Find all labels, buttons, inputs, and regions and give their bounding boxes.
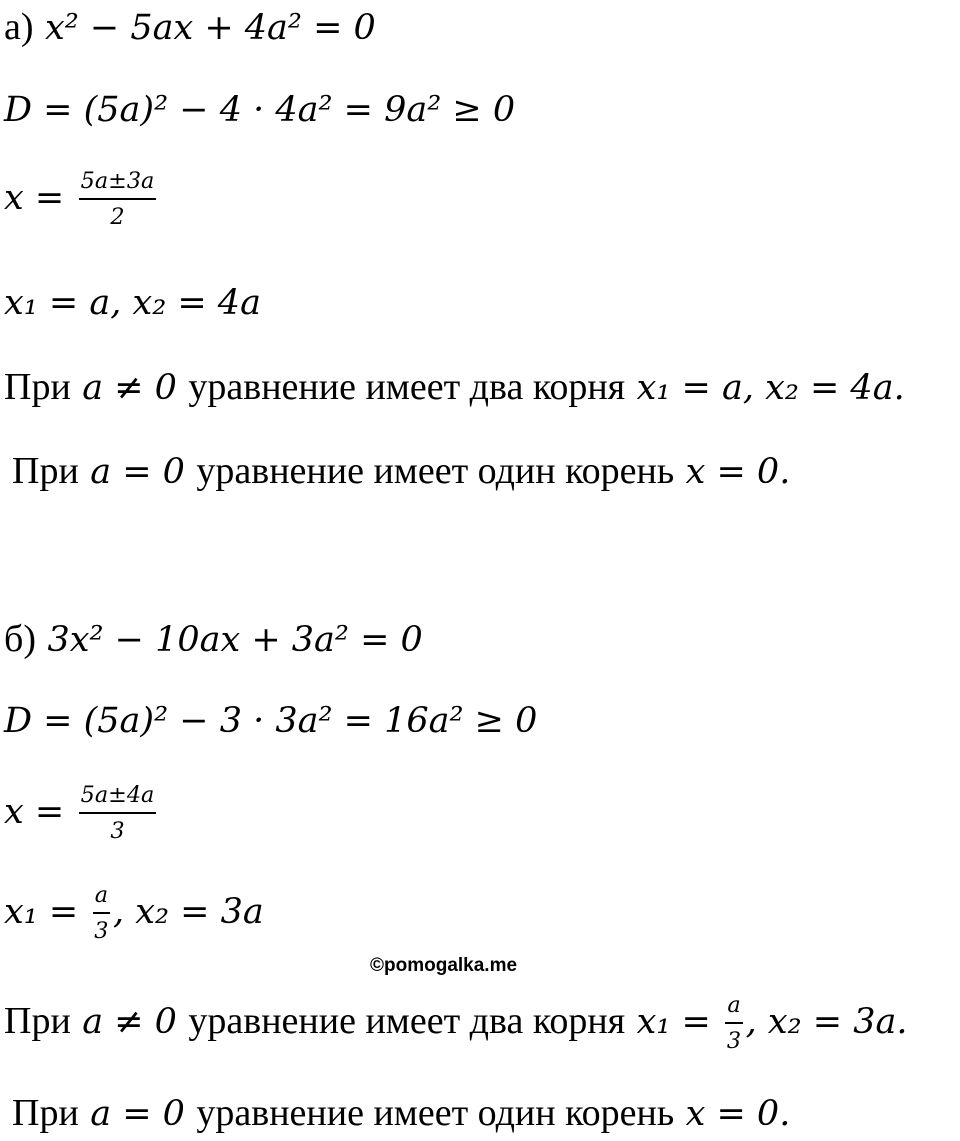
part-b-roots-x1-fraction (93, 882, 110, 946)
part-b-zero-text: уравнение имеет один корень (196, 1092, 675, 1134)
part-b-nonzero-prefix: При (4, 999, 71, 1042)
part-a-discriminant: D = (5a)² − 4 · 4a² = 9a² ≥ 0 (4, 90, 516, 130)
part-a-roots-line (4, 285, 261, 321)
part-a-nonzero-result: x₁ = a, x₂ = 4a. (636, 368, 905, 408)
part-b-conclusion-zero (12, 1094, 790, 1132)
part-a-equation: x² − 5ax + 4a² = 0 (44, 8, 376, 48)
part-a-conclusion-nonzero (4, 368, 905, 406)
part-b-equation-line (4, 620, 423, 658)
part-b-nonzero-x1-denominator: 3 (726, 1027, 742, 1054)
part-b-roots-x2: , x₂ = 3a (113, 891, 264, 932)
part-a-roots: x₁ = a, x₂ = 4a (4, 283, 261, 323)
part-b-nonzero-x1-numerator: a (725, 992, 742, 1024)
part-b-roots-x1-lhs: x₁ = (4, 891, 79, 932)
part-b-conclusion-nonzero (4, 992, 907, 1056)
part-b-roots-formula-lhs: x = (4, 791, 65, 832)
part-a-nonzero-text: уравнение имеет два корня (188, 366, 626, 408)
part-a-discriminant-line (4, 92, 515, 128)
part-b-nonzero-x2: , x₂ = 3a. (745, 1001, 908, 1042)
part-a-zero-prefix: При (12, 450, 79, 492)
part-a-roots-formula-lhs: x = (4, 177, 65, 218)
part-a-roots-numerator: 5a±3a (79, 168, 157, 200)
watermark: ©pomogalka.me (370, 955, 518, 976)
part-a-nonzero-prefix: При (4, 366, 71, 408)
part-b-roots-x1-denominator: 3 (94, 917, 109, 944)
part-a-roots-denominator: 2 (110, 203, 125, 230)
part-b-nonzero-text: уравнение имеет два корня (188, 999, 626, 1042)
part-b-equation: 3x² − 10ax + 3a² = 0 (47, 620, 423, 660)
part-b-roots-x1-numerator: a (93, 882, 110, 914)
part-b-label: б) (4, 618, 36, 660)
part-a-roots-formula-line (4, 168, 159, 232)
part-b-nonzero-x1-lhs: x₁ = (636, 1001, 711, 1042)
part-a-label: а) (4, 6, 34, 48)
part-b-roots-formula-line (4, 782, 159, 846)
part-a-roots-fraction (79, 168, 157, 232)
part-a-nonzero-condition: a ≠ 0 (82, 368, 177, 408)
part-a-zero-condition: a = 0 (90, 452, 185, 492)
part-b-zero-prefix: При (12, 1092, 79, 1134)
part-b-discriminant: D = (5a)² − 3 · 3a² = 16a² ≥ 0 (4, 701, 538, 741)
part-b-roots-line (4, 882, 264, 946)
part-b-zero-result: x = 0. (685, 1094, 791, 1134)
part-b-roots-numerator: 5a±4a (79, 782, 157, 814)
part-b-zero-condition: a = 0 (90, 1094, 185, 1134)
part-b-roots-fraction (79, 782, 157, 846)
part-b-nonzero-x1-fraction (725, 992, 742, 1056)
part-a-conclusion-zero (12, 452, 790, 490)
part-a-zero-text: уравнение имеет один корень (196, 450, 675, 492)
part-b-nonzero-condition: a ≠ 0 (82, 1001, 177, 1042)
part-a-equation-line (4, 8, 376, 46)
part-a-zero-result: x = 0. (685, 452, 791, 492)
part-b-roots-denominator: 3 (110, 817, 125, 844)
part-b-discriminant-line (4, 703, 537, 739)
